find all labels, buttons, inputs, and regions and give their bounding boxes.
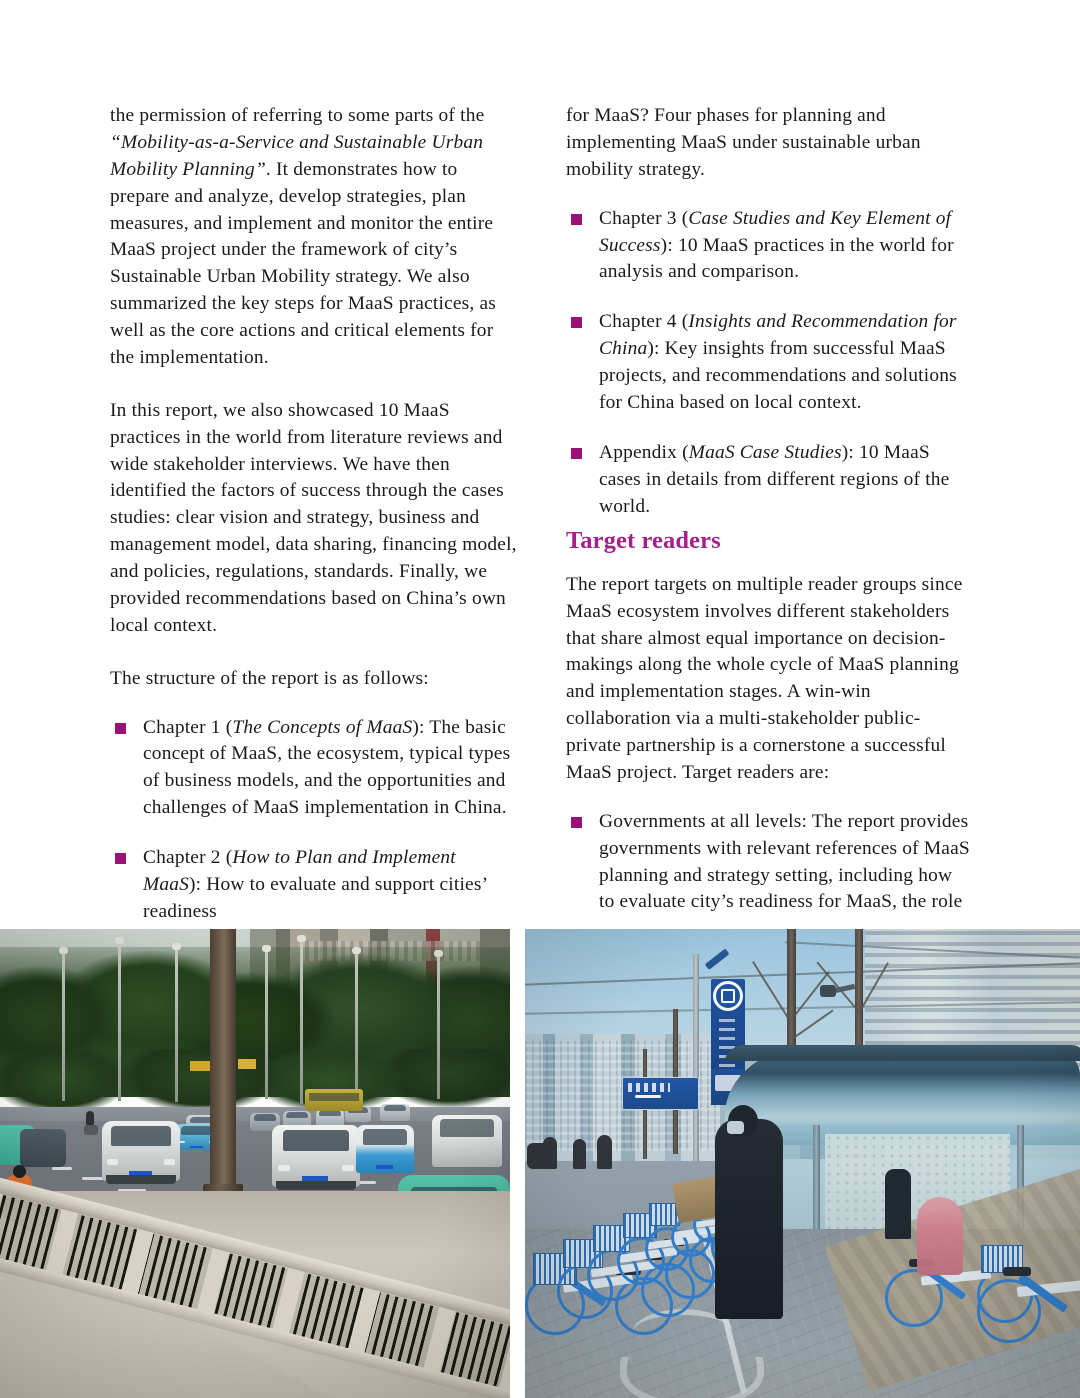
text-run-italic: “Mobility-as-a-Service and Sustainable Urban Mobility Planning” [110,131,484,180]
photo-sign-pole [693,954,699,1169]
photo-road-direction-sign [622,1077,699,1110]
photo-bike-share-station [525,929,1080,1398]
paragraph-target-readers [566,572,970,787]
photo-street-lamp-head [59,947,68,954]
text-run: Chapter 2 ( [143,847,233,868]
text-run: Chapter 4 ( [599,311,689,333]
photo-white-suv [272,1125,360,1187]
text-run: ): The basic concept of MaaS, the ecosystem, typical types of business models, and the opportunities and challenges of MaaS implementation in China. [143,716,511,819]
text-run: ): How to evaluate and support cities’ readiness [143,873,487,922]
photo-car [316,1109,344,1126]
photo-utility-pole [210,929,236,1209]
text-run: Chapter 1 ( [143,716,233,738]
text-run: . It demonstrates how to prepare and analyze, develop strategies, plan measures, and implement and monitor the entire MaaS project under the framework of city’s Sustainable Urban Mobility strategy. We also summarized the key steps for MaaS practices, as well as the core actions and critical elements for the implementation. [110,158,497,368]
text-run-italic: How to Plan and Implement MaaS [143,847,456,895]
paragraph-structure-intro [110,666,518,693]
photo-street-lamp-head [115,937,124,944]
photo-white-van-right [432,1115,502,1167]
photo-scooter-rider [527,1143,549,1169]
text-run-italic: The Concepts of MaaS [232,716,413,738]
photo-dark-car-edge [20,1129,66,1167]
text-run: In this report, we also showcased 10 MaaS practices in the world from literature reviews and wide stakeholder interviews. We have then identified the factors of success through the cases studies: clear vision and strategy, business and management model, data sharing, financing model, and policies, regulations, standards. Finally, we provided recommendations based on China’s own local context. [110,399,517,636]
photo-pink-umbrella [917,1197,963,1275]
photo-street-lamp [118,941,121,1101]
photo-shelter-canopy-edge [725,1045,1080,1061]
text-run: for MaaS? Four phases for planning and implementing MaaS under sustainable urban mobility strategy. [566,105,921,180]
paragraph-continuation [110,103,518,372]
photo-street-lamp-head [262,945,271,952]
photo-street-lamp [265,949,268,1099]
photo-street-lamp-head [172,943,181,950]
section-heading-target-readers: Target readers [566,527,721,555]
reader-group-list [566,809,970,917]
photo-pedestrian [597,1135,612,1169]
list-item-chapter-4 [566,309,970,417]
photo-street-lamp [300,939,303,1104]
bullet-square-icon [571,214,582,225]
chapter-list-left [110,715,518,926]
text-run: The report targets on multiple reader groups since MaaS ecosystem involves different stakeholders that share almost equal importance on decision-makings along the whole cycle of MaaS planning and implementation stages. A win-win collaboration via a multi-stakeholder public-private partnership is a cornerstone a successful MaaS project. Target readers are: [566,573,963,783]
chapter-list-right [566,206,970,521]
bullet-square-icon [571,448,582,459]
photo-bus-windows [309,1093,359,1101]
text-run: ): 10 MaaS cases in details from different regions of the world. [599,441,950,517]
photo-car [380,1104,410,1121]
photo-street-lamp [355,951,358,1101]
text-run-italic: Insights and Recommendation for China [599,311,957,360]
bullet-square-icon [571,817,582,828]
photo-white-van [102,1121,180,1181]
list-item-chapter-2 [110,845,518,926]
paragraph-chapter-2-continuation [566,103,970,184]
bullet-square-icon [571,317,582,328]
text-run: Governments at all levels: The report provides governments with relevant references of MaaS planning and strategy setting, including how to evaluate city’s readiness for MaaS, the role [599,810,970,913]
photo-person-in-shelter [885,1169,911,1239]
photo-lane-marking [52,1167,72,1170]
paragraph-report-showcase [110,398,518,640]
photo-street-lamp-head [434,950,443,957]
list-item-chapter-1 [110,715,518,823]
text-run-italic: Case Studies and Key Element of Success [599,207,952,256]
photo-face-mask [727,1121,744,1134]
photo-street-traffic [0,929,510,1398]
list-item-governments [566,809,970,917]
photo-blue-white-taxi [356,1125,414,1173]
left-column [110,103,518,926]
photo-yellow-sign [238,1059,256,1069]
subway-logo-inner-icon [721,989,735,1003]
photo-pedestrian [573,1139,586,1169]
bullet-square-icon [115,723,126,734]
photo-moped [84,1125,98,1135]
photo-worker-head [13,1165,26,1178]
photo-suv-shadow [276,1181,356,1190]
photo-road-sign-text [628,1083,670,1092]
list-item-chapter-3 [566,206,970,287]
text-run: the permission of referring to some parts of the [110,105,485,126]
text-run: Chapter 3 ( [599,207,689,229]
text-run: Appendix ( [599,441,689,463]
photo-street-lamp [175,947,178,1102]
bullet-square-icon [115,853,126,864]
photo-street-lamp [437,954,440,1099]
photo-yellow-sign [190,1061,210,1071]
photo-person-coat [715,1119,783,1319]
photo-van-shadow [106,1175,176,1184]
photo-street-lamp-head [352,947,361,954]
photo-road-sign-arrow [635,1095,661,1098]
text-run-italic: MaaS Case Studies [688,441,842,463]
photo-strip [0,929,1080,1398]
right-column [566,103,970,916]
text-run: ): 10 MaaS practices in the world for analysis and comparison. [599,234,954,283]
photo-street-lamp-head [297,935,306,942]
list-item-appendix [566,440,970,521]
photo-streetlight-head [820,985,836,997]
text-run: The structure of the report is as follows: [110,667,429,689]
text-run: ): Key insights from successful MaaS projects, and recommendations and solutions for China based on local context. [599,338,957,413]
photo-street-lamp [62,951,65,1101]
